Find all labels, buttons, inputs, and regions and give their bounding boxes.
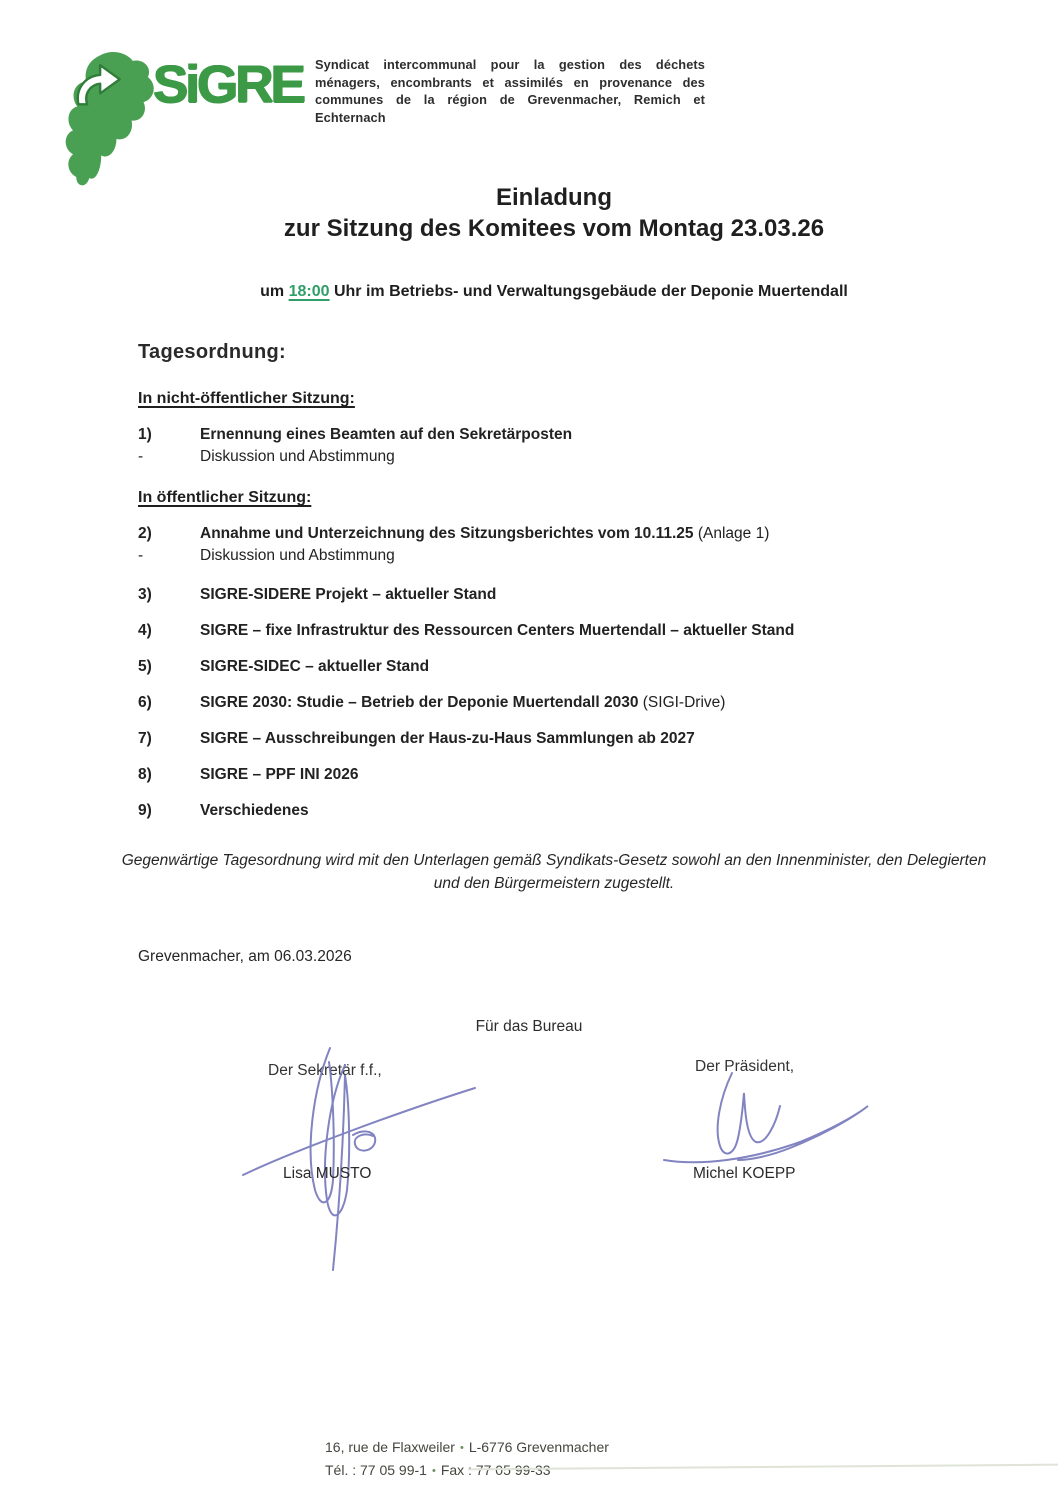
item-text: SIGRE – PPF INI 2026 <box>200 766 359 783</box>
item-number: 1) <box>138 426 152 443</box>
item-number: 9) <box>138 802 152 819</box>
meeting-time: 18:00 <box>288 283 330 300</box>
item-number: 2) <box>138 525 152 542</box>
agenda-list <box>138 390 1018 837</box>
title-line-1: Einladung <box>496 184 612 211</box>
item-text: SIGRE – Ausschreibungen der Haus-zu-Haus Sammlungen ab 2027 <box>200 730 695 747</box>
item-number: 8) <box>138 766 152 783</box>
sub-item-text: Diskussion und Abstimmung <box>200 448 395 465</box>
meeting-prefix: um <box>260 283 289 300</box>
secretary-name: Lisa MUSTO <box>283 1165 372 1182</box>
footer-bullet-icon: • <box>459 1442 464 1454</box>
meeting-suffix: Uhr im Betriebs- und Verwaltungsgebäude der Deponie Muertendall <box>329 283 848 300</box>
distribution-note: Gegenwärtige Tagesordnung wird mit den Unterlagen gemäß Syndikats-Gesetz sowohl an den Innenminister, den Delegierten und den Bürgermeistern zugestellt. <box>121 852 987 892</box>
item-number: 5) <box>138 658 152 675</box>
president-role-label: Der Präsident, <box>695 1058 795 1075</box>
item-text: SIGRE – fixe Infrastruktur des Ressourcen Centers Muertendall – aktueller Stand <box>200 622 795 639</box>
place-date-line: Grevenmacher, am 06.03.2026 <box>138 948 352 965</box>
footer-address-line: 16, rue de Flaxweiler • L-6776 Grevenmacher <box>325 1439 609 1455</box>
bureau-label: Für das Bureau <box>475 1018 583 1035</box>
sigre-wordmark: SiGRE <box>153 55 303 114</box>
sub-item-text: Diskussion und Abstimmung <box>200 547 395 564</box>
item-text: Ernennung eines Beamten auf den Sekretärposten <box>200 426 573 443</box>
agenda-item-3 <box>138 585 1018 605</box>
footer-bullet-icon: • <box>431 1465 436 1477</box>
agenda-item-5 <box>138 657 1018 677</box>
section-nonpublic-heading: In nicht-öffentlicher Sitzung: <box>138 390 355 407</box>
syndicate-tagline: Syndicat intercommunal pour la gestion des déchets ménagers, encombrants et assimilés en provenance des communes de la région de Grevenmacher, Remich et Echternach <box>315 57 705 125</box>
agenda-item-9 <box>138 801 1018 821</box>
agenda-heading: Tagesordnung: <box>138 341 286 363</box>
item-number: 3) <box>138 586 152 603</box>
president-signature <box>650 1068 890 1178</box>
item-number: 4) <box>138 622 152 639</box>
agenda-item-7 <box>138 729 1018 749</box>
agenda-item-1-sub <box>138 447 1018 467</box>
footer-contact-line: Tél. : 77 05 99-1 • Fax : 77 05 99-33 <box>325 1462 551 1478</box>
agenda-item-2 <box>138 524 1018 544</box>
title-line-2: zur Sitzung des Komitees vom Montag 23.03.26 <box>283 215 825 242</box>
sub-item-marker: - <box>138 547 144 564</box>
item-number: 6) <box>138 694 152 711</box>
footer-address-block <box>325 1436 609 1482</box>
agenda-item-4 <box>138 621 1018 641</box>
agenda-item-6 <box>138 693 1018 713</box>
letter-title <box>70 182 1038 244</box>
item-text: SIGRE-SIDEC – aktueller Stand <box>200 658 430 675</box>
item-text: SIGRE 2030: Studie – Betrieb der Deponie Muertendall 2030 (SIGI-Drive) <box>200 694 726 711</box>
item-number: 7) <box>138 730 152 747</box>
agenda-item-2-sub <box>138 546 1018 566</box>
region-map-icon <box>55 50 167 202</box>
agenda-item-8 <box>138 765 1018 785</box>
sub-item-marker: - <box>138 448 144 465</box>
agenda-item-1 <box>138 425 1018 445</box>
item-text: Verschiedenes <box>200 802 309 819</box>
item-text: Annahme und Unterzeichnung des Sitzungsberichtes vom 10.11.25 (Anlage 1) <box>200 525 770 542</box>
item-text: SIGRE-SIDERE Projekt – aktueller Stand <box>200 586 497 603</box>
section-public-heading: In öffentlicher Sitzung: <box>138 489 312 506</box>
president-name: Michel KOEPP <box>693 1165 796 1182</box>
secretary-role-label: Der Sekretär f.f., <box>268 1062 382 1079</box>
meeting-time-location <box>70 283 1038 301</box>
secretary-signature <box>225 1040 495 1280</box>
